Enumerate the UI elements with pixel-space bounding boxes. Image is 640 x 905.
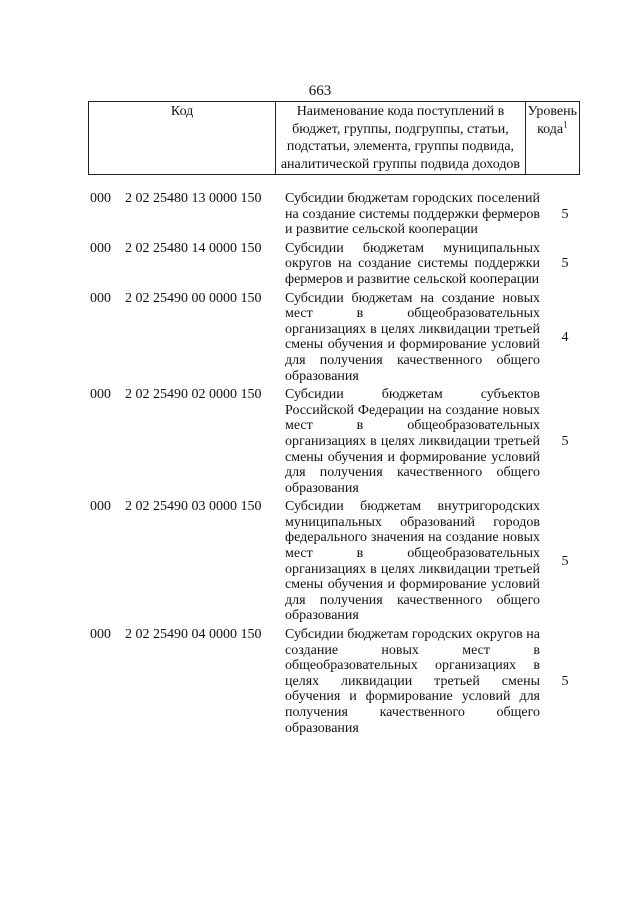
admin-code: 000	[90, 627, 111, 643]
admin-code: 000	[90, 240, 111, 256]
page-number: 663	[308, 83, 332, 99]
revenue-name: Субсидии бюджетам внутригородских муниципальных образований городов федерального значения на создание новых мест в общеобразовательных организациях в целях ликвидации третьей смены обучения и формирование условий для получения качественного общего образования	[285, 499, 540, 624]
table-row	[0, 241, 640, 288]
table-row	[0, 191, 640, 238]
header-level-cell	[525, 102, 579, 175]
revenue-name: Субсидии бюджетам городских поселений на создание системы поддержки фермеров и развитие сельской кооперации	[285, 191, 540, 238]
revenue-name: Субсидии бюджетам на создание новых мест в общеобразовательных организациях в целях ликвидации третьей смены обучения и формирование условий для получения качественного общего образования	[285, 290, 540, 384]
revenue-code: 2 02 25490 00 0000 150	[125, 290, 262, 306]
revenue-name: Субсидии бюджетам муниципальных округов на создание системы поддержки фермеров и развитие сельской кооперации	[285, 240, 540, 287]
header-name: Наименование кода поступлений в бюджет, группы, подгруппы, статьи, подстатьи, элемента, группы подвида, аналитической группы подвида доходов	[276, 102, 525, 175]
revenue-code: 2 02 25480 14 0000 150	[125, 240, 262, 256]
revenue-code: 2 02 25480 13 0000 150	[125, 191, 262, 206]
table-row	[0, 499, 640, 624]
code-level: 5	[561, 206, 569, 222]
code-level: 5	[561, 256, 569, 272]
table-header	[88, 101, 580, 175]
code-level: 5	[561, 553, 569, 569]
revenue-code: 2 02 25490 03 0000 150	[125, 499, 262, 515]
code-level: 5	[561, 433, 569, 449]
table-row	[0, 627, 640, 736]
admin-code: 000	[90, 191, 111, 206]
admin-code: 000	[90, 290, 111, 306]
revenue-name: Субсидии бюджетам городских округов на создание новых мест в общеобразовательных организациях в целях ликвидации третьей смены обучения и формирование условий для получения качественного общего образования	[285, 627, 540, 736]
revenue-code: 2 02 25490 04 0000 150	[125, 627, 262, 643]
table-row	[0, 387, 640, 496]
header-level-footnote: 1	[563, 118, 568, 129]
admin-code: 000	[90, 387, 111, 403]
code-level: 5	[561, 673, 569, 689]
code-level: 4	[561, 329, 569, 345]
table-body	[0, 191, 640, 736]
revenue-code: 2 02 25490 02 0000 150	[125, 387, 262, 403]
revenue-name: Субсидии бюджетам субъектов Российской Федерации на создание новых мест в общеобразовательных организациях в целях ликвидации третьей смены обучения и формирование условий для получения качественного общего образования	[285, 387, 540, 496]
table-row	[0, 291, 640, 385]
header-level: Уровень кода	[527, 104, 577, 137]
admin-code: 000	[90, 499, 111, 515]
header-code: Код	[89, 102, 276, 175]
